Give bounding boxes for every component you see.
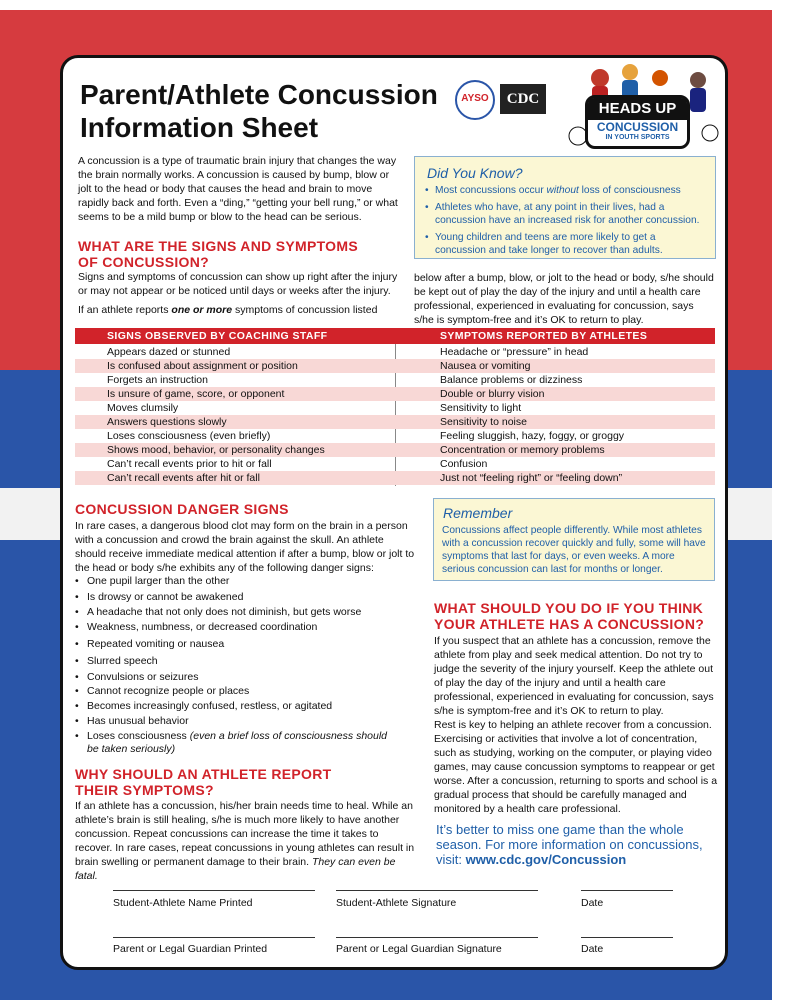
signs-text-3: below after a bump, blow, or jolt to the head or body, s/he should be kept out of play the day of the injury and until a health care professional, experienced in evaluating for concussion, says s/he is symptom-free and it’s OK to return to play.: [414, 272, 714, 326]
table-cell: Just not “feeling right” or “feeling down”: [440, 472, 623, 484]
list-item: [75, 671, 405, 684]
signs-heading-line-2: OF CONCUSSION?: [78, 254, 209, 270]
date-label-1: Date: [581, 897, 604, 909]
heads-up-subtitle: CONCUSSION: [596, 120, 679, 134]
list-item: [75, 575, 405, 588]
remember-heading: Remember: [443, 505, 513, 521]
table-row: [75, 471, 715, 485]
did-you-know-heading: Did You Know?: [427, 165, 523, 181]
why-report-heading-line-2: THEIR SYMPTOMS?: [75, 782, 214, 798]
why-report-heading: [75, 766, 405, 798]
title-line-1: Parent/Athlete Concussion: [80, 79, 438, 110]
ayso-logo: [455, 80, 495, 120]
signs-text-2: [78, 303, 408, 317]
table-row: [75, 359, 715, 373]
list-item: [75, 715, 405, 728]
did-you-know-box: [414, 156, 716, 259]
cdc-logo: CDC: [500, 84, 546, 114]
why-report-emphasis: They can even be fatal.: [75, 856, 396, 882]
signs-heading: [78, 238, 408, 270]
intro-paragraph: A concussion is a type of traumatic brain injury that changes the way the brain normally works. A concussion is caused by bump, blow or jolt to the head or body that causes the head and brain to move rapidly back and forth. Even a “ding,” “getting your bell rung,” or what seems to be a mild bump or blow to the head can be serious.: [78, 155, 398, 223]
cta-block: [436, 822, 726, 867]
cdc-link[interactable]: www.cdc.gov/Concussion: [465, 852, 627, 867]
what-do-heading-line-1: WHAT SHOULD YOU DO IF YOU THINK: [434, 600, 704, 616]
table-row: [75, 429, 715, 443]
cta-line-3: [436, 852, 726, 867]
table-cell: Nausea or vomiting: [440, 360, 531, 372]
list-item-text: • Slurred speech: [87, 655, 158, 667]
table-cell: Headache or “pressure” in head: [440, 346, 589, 358]
table-header: [75, 328, 715, 344]
parent-name-line[interactable]: [113, 937, 315, 938]
list-item-text: • Cannot recognize people or places: [87, 685, 250, 697]
cta-line-1: It’s better to miss one game than the whole: [436, 822, 684, 837]
table-row: [75, 387, 715, 401]
signs-text: Signs and symptoms of concussion can show up right after the injury or may not appear or be noticed until days or weeks after the injury.: [78, 271, 398, 297]
did-you-know-item: • Most concussions occur without loss of consciousness: [425, 184, 709, 197]
athlete-2: [622, 64, 638, 80]
did-you-know-item: [425, 201, 709, 227]
soccer-ball-icon: [702, 125, 718, 141]
what-do-heading: [434, 600, 724, 632]
table-cell: Balance problems or dizziness: [440, 374, 583, 386]
signs-text-2-post: symptoms of concussion listed: [235, 304, 378, 316]
table-header-signs: SIGNS OBSERVED BY COACHING STAFF: [107, 330, 328, 342]
signs-text-2-emphasis: one or more: [171, 304, 233, 316]
page-title: [80, 78, 438, 144]
ayso-logo-text: AYSO: [461, 93, 489, 104]
list-item-text: • Convulsions or seizures: [87, 671, 199, 683]
table-cell: Concentration or memory problems: [440, 444, 605, 456]
parent-name-label: Parent or Legal Guardian Printed: [113, 943, 268, 955]
list-item-text: • One pupil larger than the other: [87, 575, 230, 587]
why-report-heading-line-1: WHY SHOULD AN ATHLETE REPORT: [75, 766, 332, 782]
table-cell: Can’t recall events after hit or fall: [107, 472, 260, 484]
table-cell: Is unsure of game, score, or opponent: [107, 388, 285, 400]
list-item: [75, 685, 405, 698]
table-cell: Sensitivity to light: [440, 402, 522, 414]
did-you-know-item-text: • Athletes who have, at any point in their lives, had a concussion have an increased risk for another concussion.: [435, 202, 700, 226]
table-cell: Confusion: [440, 458, 488, 470]
cta-line-2: season. For more information on concussions,: [436, 837, 703, 852]
student-signature-line[interactable]: [336, 890, 538, 891]
basketball-icon: [652, 70, 668, 86]
list-item: • Loses consciousness (even a brief loss of consciousness should be taken seriously): [75, 730, 405, 756]
table-cell: Shows mood, behavior, or personality changes: [107, 444, 325, 456]
list-item: [75, 700, 405, 713]
date-line-2[interactable]: [581, 937, 673, 938]
title-line-2: Information Sheet: [80, 112, 319, 143]
table-cell: Feeling sluggish, hazy, foggy, or groggy: [440, 430, 625, 442]
table-cell: Appears dazed or stunned: [107, 346, 231, 358]
list-item-text: • Weakness, numbness, or decreased coordination: [87, 621, 318, 633]
student-name-label: Student-Athlete Name Printed: [113, 897, 253, 909]
table-cell: Is confused about assignment or position: [107, 360, 298, 372]
table-cell: Loses consciousness (even briefly): [107, 430, 271, 442]
table-row: [75, 457, 715, 471]
heads-up-tagline: IN YOUTH SPORTS: [605, 134, 670, 141]
table-cell: Forgets an instruction: [107, 374, 208, 386]
heads-up-title: HEADS UP: [588, 98, 687, 120]
list-item-text: • Repeated vomiting or nausea: [87, 638, 225, 650]
table-row: [75, 373, 715, 387]
list-item: [75, 621, 405, 634]
list-item: [75, 606, 405, 619]
cta-visit: visit:: [436, 852, 462, 867]
did-you-know-item-text: • Young children and teens are more likely to get a concussion and take longer to recover than adults.: [435, 232, 663, 256]
table-row: [75, 415, 715, 429]
remember-box: [433, 498, 715, 581]
what-do-paragraph-1: If you suspect that an athlete has a concussion, remove the athlete from play and seek medical attention. Do not try to judge the severity of the injury yourself. Keep the athlete out of play the day of the injury and until a health care professional, experienced in evaluating for concussion, says s/he is symptom-free and it’s OK to return to play.: [434, 635, 714, 717]
what-do-heading-line-2: YOUR ATHLETE HAS A CONCUSSION?: [434, 616, 705, 632]
athlete-3: [690, 72, 706, 88]
table-cell: Answers questions slowly: [107, 416, 227, 428]
parent-signature-line[interactable]: [336, 937, 538, 938]
table-cell: Moves clumsily: [107, 402, 179, 414]
signs-heading-line-1: WHAT ARE THE SIGNS AND SYMPTOMS: [78, 238, 358, 254]
why-report-body: If an athlete has a concussion, his/her brain needs time to heal. While an athlete’s brain is still healing, s/he is much more likely to have another concussion. Repeat concussions can increase the time it takes to recover. In rare cases, repeat concussions in young athletes can result in brain swelling or permanent damage to their brain.: [75, 800, 415, 868]
athlete-3-body: [690, 88, 706, 112]
frame-right: [772, 0, 788, 1000]
student-signature-label: Student-Athlete Signature: [336, 897, 457, 909]
athlete-1: [591, 69, 609, 87]
did-you-know-item: [425, 231, 709, 257]
heads-up-logo: [585, 95, 690, 149]
list-item: [75, 655, 405, 668]
remember-text: Concussions affect people differently. While most athletes with a concussion recover quickly and fully, some will have symptoms that last for days, or even weeks. A more serious concussion can last for months or longer.: [442, 525, 706, 575]
table-row: [75, 401, 715, 415]
date-label-2: Date: [581, 943, 604, 955]
danger-heading: CONCUSSION DANGER SIGNS: [75, 501, 289, 517]
signs-text-2-pre: If an athlete reports: [78, 304, 169, 316]
frame-top: [0, 0, 788, 10]
list-item-text: • Is drowsy or cannot be awakened: [87, 591, 244, 603]
list-item-text: • Has unusual behavior: [87, 715, 189, 727]
date-line-1[interactable]: [581, 890, 673, 891]
list-item-text: • A headache that not only does not diminish, but gets worse: [87, 606, 362, 618]
table-header-symptoms: SYMPTOMS REPORTED BY ATHLETES: [440, 330, 648, 342]
table-cell: Sensitivity to noise: [440, 416, 527, 428]
table-cell: Double or blurry vision: [440, 388, 545, 400]
table-cell: Can’t recall events prior to hit or fall: [107, 458, 272, 470]
parent-signature-label: Parent or Legal Guardian Signature: [336, 943, 502, 955]
table-row: [75, 443, 715, 457]
list-item-text: • Becomes increasingly confused, restless, or agitated: [87, 700, 333, 712]
what-do-paragraph-2: Rest is key to helping an athlete recover from a concussion. Exercising or activities that involve a lot of concentration, such as studying, working on the computer, or playing video games, may cause concussion symptoms to reappear or get worse. After a concussion, returning to sports and school is a gradual process that should be carefully managed and monitored by a health care professional.: [434, 719, 718, 815]
list-item: [75, 591, 405, 604]
list-item: [75, 638, 405, 651]
danger-text: In rare cases, a dangerous blood clot may form on the brain in a person with a concussion and crowd the brain against the skull. An athlete should receive immediate medical attention if after a bump, blow or jolt to the head or body s/he exhibits any of the following danger signs:: [75, 520, 415, 574]
why-report-text: [75, 799, 417, 883]
table-row: [75, 345, 715, 359]
student-name-line[interactable]: [113, 890, 315, 891]
